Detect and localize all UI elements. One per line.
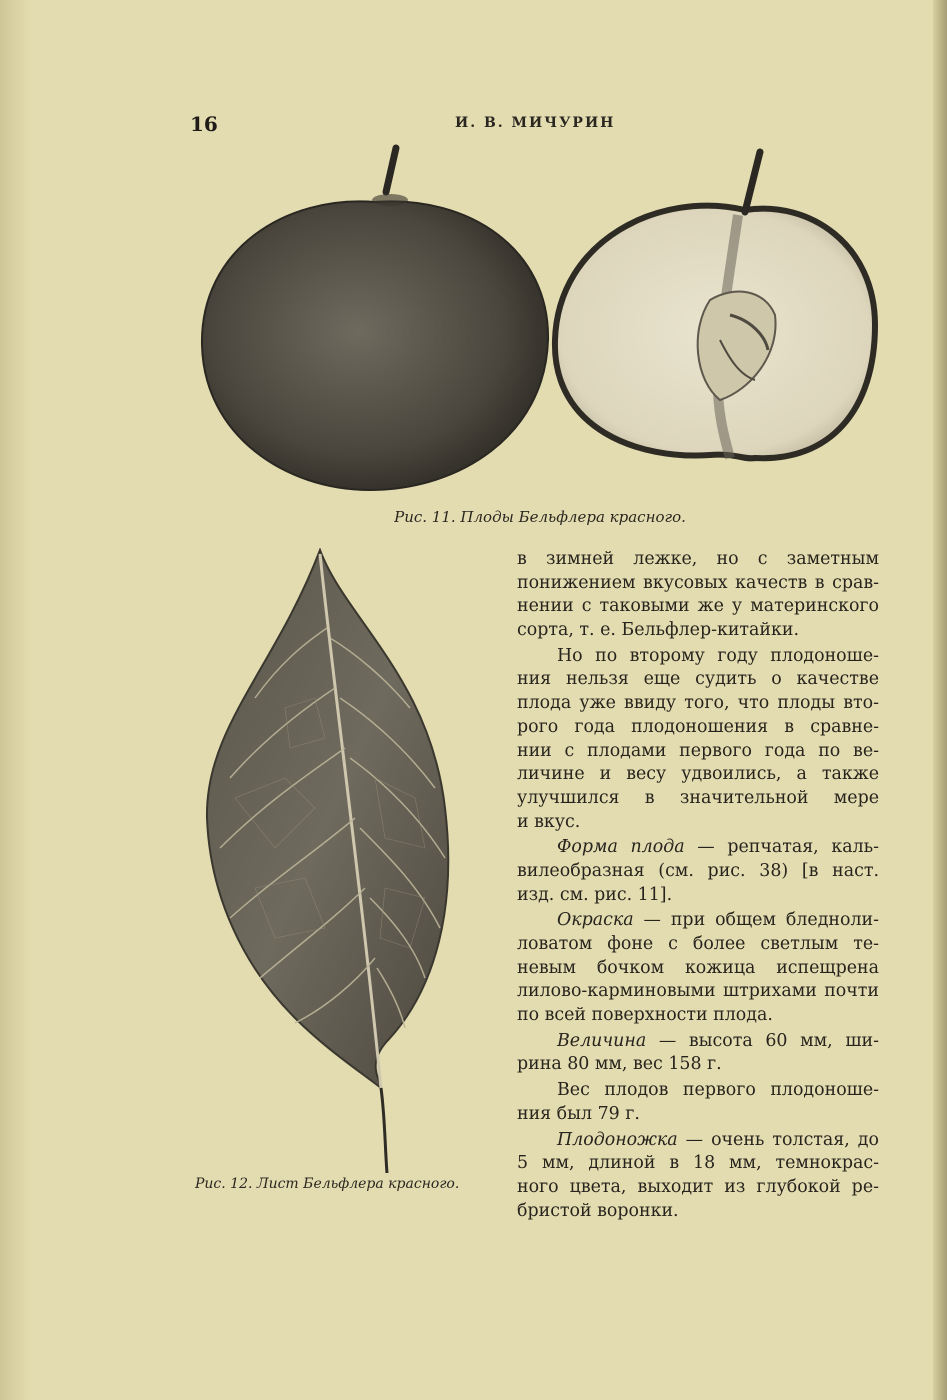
text-line (517, 909, 879, 933)
text-line: Вес плодов первого плодоноше- (557, 1080, 879, 1101)
whole-apple (202, 148, 548, 490)
paragraph-form (517, 836, 879, 907)
text-line: ного цвета, выходит из глубокой ре- (517, 1176, 879, 1197)
text-line: в зимней лежке, но с заметным (517, 549, 879, 569)
text-line: ния нельзя еще судить о качестве (517, 669, 879, 690)
leaf-illustration (195, 548, 490, 1178)
body-text-column (517, 548, 879, 1223)
text-run: — высота 60 мм, ши- (646, 1030, 879, 1051)
text-line: бристой воронки. (517, 1200, 679, 1221)
term-color: Окраска (557, 910, 634, 931)
page-number: 16 (190, 112, 218, 136)
term-stalk: Плодоножка (557, 1129, 678, 1150)
text-line (517, 1030, 879, 1054)
text-line: ния был 79 г. (517, 1103, 640, 1124)
text-line: вилеобразная (см. рис. 38) [в наст. (517, 860, 879, 881)
figure-12-leaf (195, 548, 490, 1178)
text-line: личине и весу удвоились, а также (517, 764, 879, 785)
text-line: улучшился в значительной мере (517, 787, 879, 808)
text-line: ловатом фоне с более светлым те- (517, 934, 879, 954)
page-gutter-shadow (0, 0, 30, 1400)
text-line (517, 836, 879, 860)
text-line: по всей поверхности плода. (517, 1005, 773, 1026)
text-line: и вкус. (517, 811, 581, 832)
text-line: сорта, т. е. Бельфлер-китайки. (517, 620, 799, 641)
figure-11-apples (190, 140, 890, 500)
paragraph-color (517, 909, 879, 1027)
text-line: невым бочком кожица испещрена (517, 957, 879, 978)
apples-illustration (190, 140, 890, 500)
text-line (517, 1129, 879, 1153)
running-head: И. В. МИЧУРИН (455, 115, 616, 131)
page-edge-shadow (933, 0, 947, 1400)
text-run: — репчатая, каль- (684, 837, 879, 858)
text-line: плода уже ввиду того, что плоды вто- (517, 693, 879, 714)
term-size: Величина (557, 1030, 647, 1051)
text-line: Но по второму году плодоноше- (557, 645, 879, 666)
paragraph-1 (517, 548, 879, 643)
text-line: рого года плодоношения в сравне- (517, 716, 879, 737)
text-line: изд. см. рис. 11]. (517, 884, 673, 905)
paragraph-2 (517, 645, 879, 835)
text-run: — при общем бледноли- (633, 910, 879, 931)
figure-12-caption: Рис. 12. Лист Бельфлера красного. (195, 1176, 460, 1192)
page-header (190, 112, 890, 136)
text-line: нии с плодами первого года по ве- (517, 740, 879, 761)
text-line: 5 мм, длиной в 18 мм, темнокрас- (517, 1153, 879, 1174)
text-run: — очень толстая, до (677, 1129, 879, 1150)
paragraph-stalk (517, 1129, 879, 1224)
term-form: Форма плода (557, 837, 685, 858)
text-line: лилово-карминовыми штрихами почти (517, 981, 879, 1002)
text-line: рина 80 мм, вес 158 г. (517, 1054, 722, 1075)
paragraph-weight (517, 1079, 879, 1126)
figure-11-caption: Рис. 11. Плоды Бельфлера красного. (394, 508, 686, 526)
paragraph-size (517, 1030, 879, 1077)
halved-apple (555, 152, 875, 458)
text-line: понижением вкусовых качеств в срав- (517, 572, 879, 593)
text-line: нении с таковыми же у материнского (517, 596, 879, 617)
